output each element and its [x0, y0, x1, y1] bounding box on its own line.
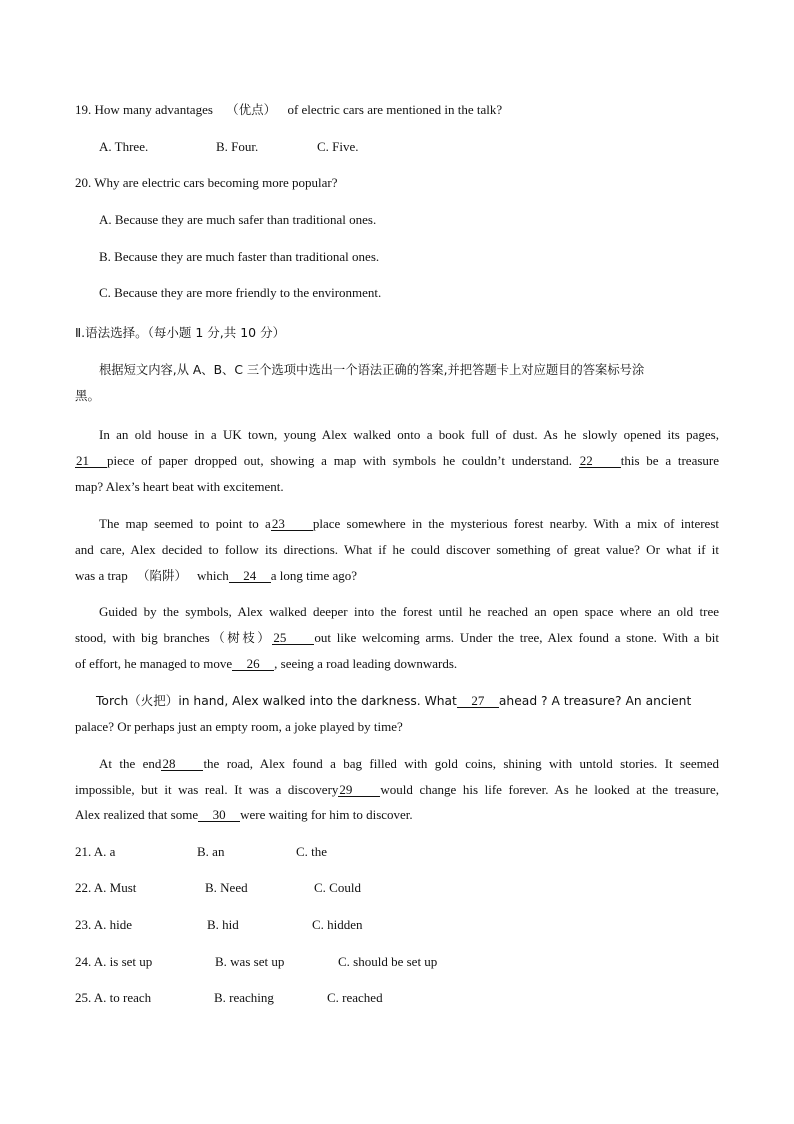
passage-p4-line-2: palace? Or perhaps just an empty room, a joke played by time? [75, 719, 403, 734]
blank-26: 26 [232, 657, 274, 671]
blank-29: 29 [338, 783, 380, 797]
passage-p2-line-3 [75, 569, 357, 583]
q19-option-b: B. Four. [216, 139, 259, 154]
p3-line-2-text-a: stood, with big branches [75, 630, 210, 645]
blank-21: 21 [75, 454, 107, 468]
q20-option-c: C. Because they are more friendly to the environment. [99, 285, 382, 300]
blank-24: 24 [229, 569, 271, 583]
option-22-b: B. Need [205, 880, 248, 895]
p2-line-3-text-b: which [196, 568, 229, 583]
p4-line-1-text-a: Torch [96, 694, 129, 708]
p2-line-1-text-b: place somewhere in the mysterious forest nearby. With a mix of interest [312, 516, 719, 531]
q19-stem-part-a: 19. How many advantages [75, 102, 213, 117]
blank-25: 25 [272, 631, 314, 645]
option-21-c: C. the [296, 844, 328, 859]
option-24-a: 24. A. is set up [75, 954, 153, 969]
option-21-b: B. an [197, 844, 225, 859]
option-22-a: 22. A. Must [75, 880, 137, 895]
p1-line-2-text-b: this be a treasure [620, 453, 720, 468]
passage-p1-line-2 [75, 454, 719, 468]
section-2-instruction-line-1: 根据短文内容,从 A、B、C 三个选项中选出一个语法正确的答案,并把答题卡上对应题目的答案标号涂 [99, 363, 645, 377]
p2-line-3-text-c: a long time ago? [270, 568, 358, 583]
p3-line-3-text-a: of effort, he managed to move [75, 656, 233, 671]
p3-line-2-chinese: （树枝） [209, 630, 273, 645]
passage-p1-line-3: map? Alex’s heart beat with excitement. [75, 479, 284, 494]
option-25-b: B. reaching [214, 990, 274, 1005]
p5-line-2-text-b: would change his life forever. As he looked at the treasure, [380, 782, 719, 797]
blank-28: 28 [161, 757, 203, 771]
passage-p2-line-1 [99, 517, 719, 531]
option-25-a: 25. A. to reach [75, 990, 152, 1005]
p5-line-1-text-b: the road, Alex found a bag filled with gold coins, shining with untold stories. It seemed [203, 756, 720, 771]
option-23-c: C. hidden [312, 917, 363, 932]
p5-line-3-text-a: Alex realized that some [75, 807, 199, 822]
blank-27: 27 [457, 694, 499, 708]
passage-p3-line-1: Guided by the symbols, Alex walked deeper into the forest until he reached an open space where an old tree [99, 604, 719, 619]
blank-30: 30 [198, 808, 240, 822]
question-20-stem: 20. Why are electric cars becoming more popular? [75, 175, 338, 190]
p5-line-3-text-b: were waiting for him to discover. [240, 807, 413, 822]
option-25-c: C. reached [327, 990, 383, 1005]
q19-option-c: C. Five. [317, 139, 359, 154]
q19-stem-part-b: of electric cars are mentioned in the talk? [287, 102, 503, 117]
passage-p5-line-2 [75, 783, 719, 797]
p2-line-3-chinese: （陷阱） [136, 568, 187, 583]
q20-option-a: A. Because they are much safer than traditional ones. [99, 212, 377, 227]
option-23-a: 23. A. hide [75, 917, 133, 932]
q19-option-a: A. Three. [99, 139, 149, 154]
section-2-heading: Ⅱ.语法选择。（每小题 1 分,共 10 分） [75, 325, 286, 340]
blank-22: 22 [579, 454, 621, 468]
question-19-stem [75, 103, 502, 117]
p2-line-3-text-a: was a trap [75, 568, 128, 583]
p3-line-2-text-b: out like welcoming arms. Under the tree, Alex found a stone. With a bit [314, 630, 719, 645]
p4-line-1-text-c: ahead ? A treasure? An ancient [498, 694, 692, 708]
p4-line-1-text-b: in hand, Alex walked into the darkness. What [178, 694, 457, 708]
passage-p3-line-3 [75, 657, 457, 671]
blank-23: 23 [271, 517, 313, 531]
p5-line-2-text-a: impossible, but it was real. It was a discovery [75, 782, 339, 797]
option-23-b: B. hid [207, 917, 239, 932]
p3-line-3-text-b: , seeing a road leading downwards. [274, 656, 458, 671]
p5-line-1-text-a: At the end [99, 756, 162, 771]
p2-line-1-text-a: The map seemed to point to a [99, 516, 271, 531]
q20-option-b: B. Because they are much faster than traditional ones. [99, 249, 380, 264]
option-24-c: C. should be set up [338, 954, 438, 969]
passage-p5-line-1 [99, 757, 719, 771]
option-21-a: 21. A. a [75, 844, 116, 859]
p1-line-2-text-a: piece of paper dropped out, showing a map with symbols he couldn’t understand. [107, 453, 572, 468]
section-2-instruction-line-2: 黑。 [75, 388, 101, 403]
passage-p4-line-1 [96, 694, 691, 708]
passage-p2-line-2: and care, Alex decided to follow its directions. What if he could discover something of great value? Or what if it [75, 542, 719, 557]
passage-p5-line-3 [75, 808, 413, 822]
option-24-b: B. was set up [215, 954, 285, 969]
passage-p3-line-2 [75, 631, 719, 645]
q19-stem-chinese: （优点） [226, 102, 277, 117]
p4-line-1-chinese: （火把） [128, 693, 179, 708]
passage-p1-line-1: In an old house in a UK town, young Alex walked onto a book full of dust. As he slowly opened its pages, [99, 427, 719, 442]
option-22-c: C. Could [314, 880, 361, 895]
